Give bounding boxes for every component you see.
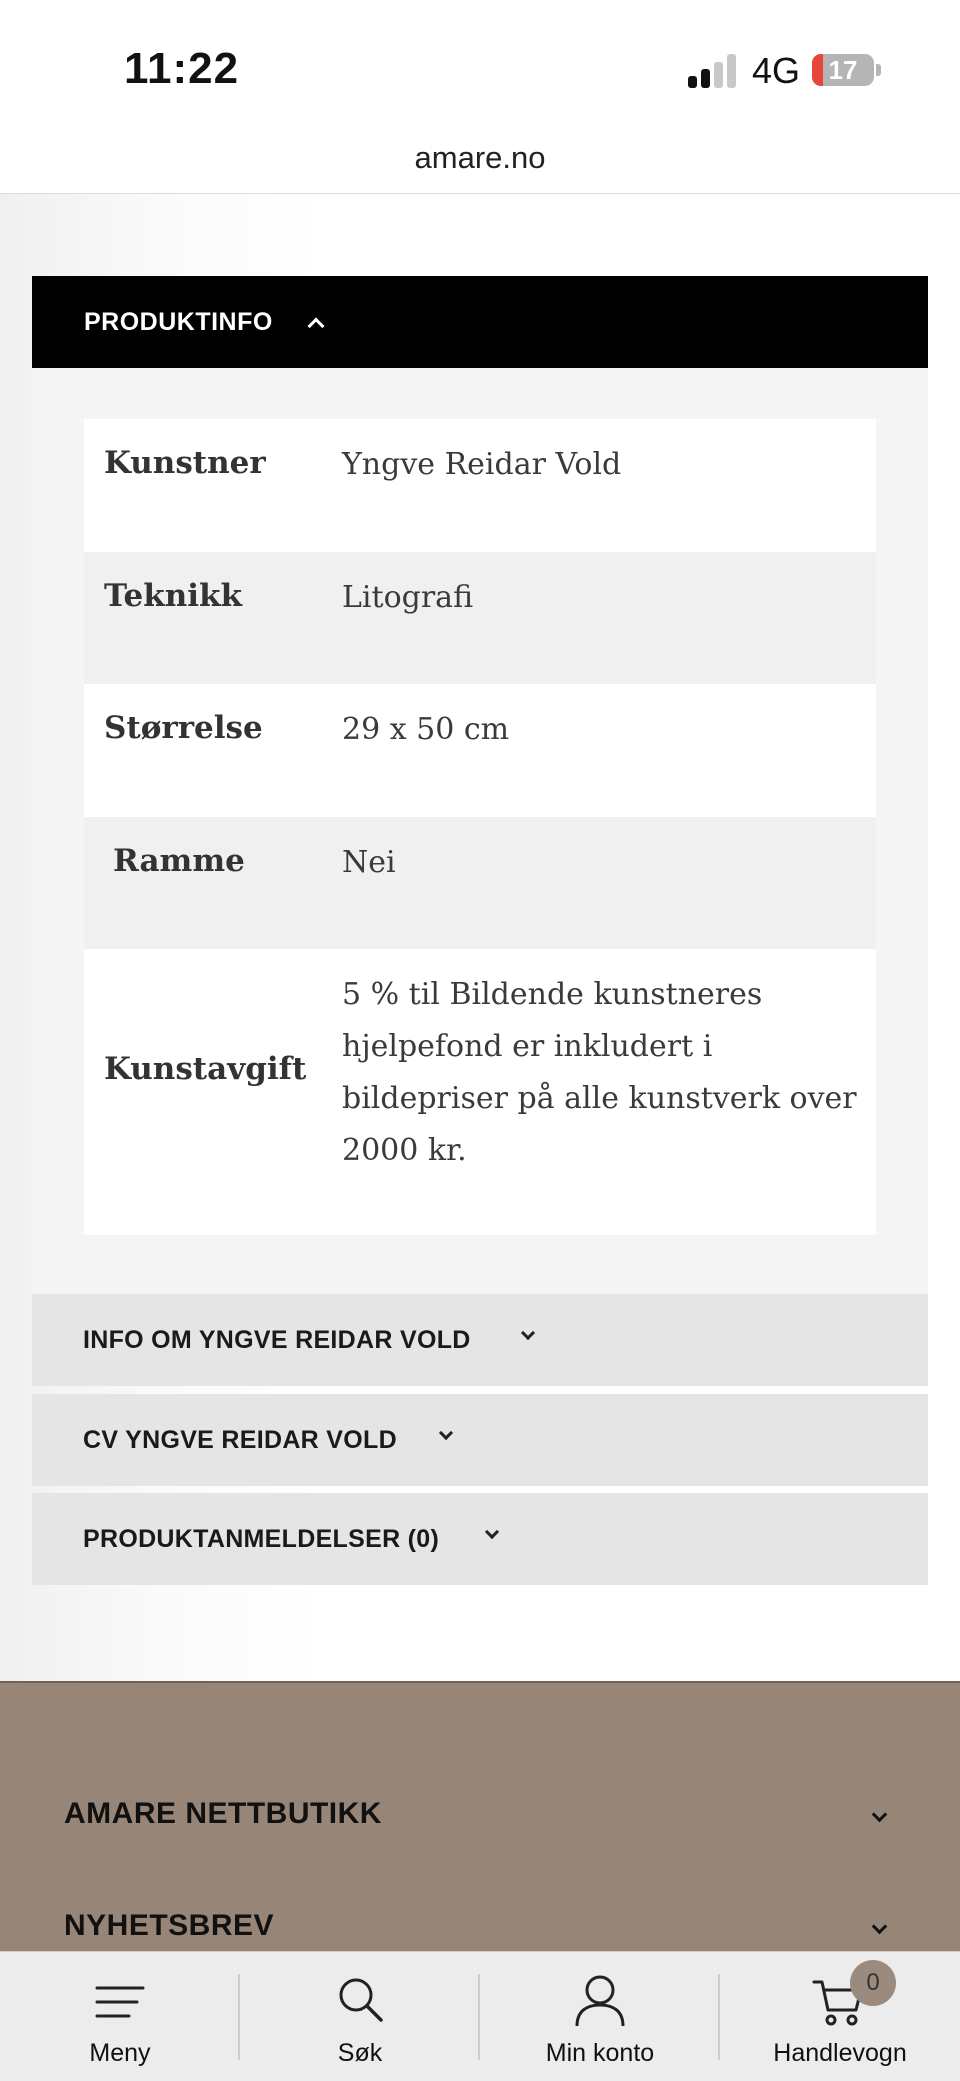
- footer-item-nyhetsbrev[interactable]: NYHETSBREV: [64, 1909, 275, 1942]
- tab-cart[interactable]: [720, 1952, 960, 2081]
- spec-key: Ramme: [113, 843, 245, 879]
- spec-value-line: hjelpefond er inkludert i: [342, 1029, 713, 1064]
- chevron-down-icon: [485, 1525, 499, 1539]
- status-time: 11:22: [124, 44, 240, 93]
- address-bar-url[interactable]: amare.no: [414, 140, 546, 175]
- tab-search[interactable]: [240, 1952, 480, 2081]
- spec-value: Litografi: [342, 580, 474, 615]
- spec-value-line: 2000 kr.: [342, 1133, 467, 1168]
- chevron-down-icon: [521, 1326, 535, 1340]
- spec-key: Teknikk: [104, 578, 242, 614]
- tab-label: Handlevogn: [773, 2039, 907, 2067]
- accordion-produktinfo-label: PRODUKTINFO: [84, 308, 273, 336]
- tab-label: Søk: [337, 2039, 383, 2067]
- chevron-up-icon: [308, 318, 325, 335]
- footer-item-amare-nettbutikk[interactable]: AMARE NETTBUTIKK: [64, 1797, 382, 1830]
- tab-label: Min konto: [545, 2039, 655, 2067]
- accordion-artist-cv[interactable]: [32, 1394, 928, 1486]
- spec-row-art-fee: [84, 949, 876, 1235]
- tab-account[interactable]: [480, 1952, 720, 2081]
- search-icon: [337, 1976, 385, 2024]
- spec-value-line: bildepriser på alle kunstverk over: [342, 1081, 857, 1116]
- accordion-label: CV YNGVE REIDAR VOLD: [83, 1426, 397, 1454]
- accordion-produktinfo-header[interactable]: [32, 276, 928, 368]
- user-icon: [574, 1974, 626, 2028]
- network-type: 4G: [752, 50, 801, 91]
- cart-count-badge: 0: [850, 1960, 896, 2006]
- tab-menu[interactable]: [0, 1952, 240, 2081]
- accordion-label: PRODUKTANMELDELSER (0): [83, 1525, 440, 1553]
- spec-key: Størrelse: [104, 710, 263, 746]
- tab-label: Meny: [89, 2039, 151, 2067]
- bottom-tab-bar: [0, 1951, 960, 2081]
- spec-value: Yngve Reidar Vold: [342, 447, 622, 482]
- spec-value: [342, 969, 862, 1177]
- accordion-product-reviews[interactable]: [32, 1493, 928, 1585]
- spec-row-size: [84, 684, 876, 817]
- chevron-down-icon: [439, 1426, 453, 1440]
- chevron-down-icon[interactable]: [872, 1807, 888, 1823]
- menu-icon: [95, 1982, 145, 2022]
- spec-row-frame: [84, 817, 876, 949]
- site-footer: [0, 1681, 960, 1951]
- accordion-artist-info[interactable]: [32, 1294, 928, 1386]
- spec-row-technique: [84, 552, 876, 684]
- battery-level: 17: [828, 55, 858, 85]
- spec-value: 29 x 50 cm: [342, 712, 510, 747]
- battery-icon: [812, 54, 874, 86]
- spec-value-line: 5 % til Bildende kunstneres: [342, 977, 763, 1012]
- product-spec-table: [84, 419, 876, 1235]
- spec-key: Kunstner: [104, 445, 266, 481]
- spec-key: Kunstavgift: [104, 1051, 307, 1087]
- spec-row-artist: [84, 419, 876, 552]
- signal-strength-icon: [688, 54, 738, 88]
- accordion-label: INFO OM YNGVE REIDAR VOLD: [83, 1326, 471, 1354]
- status-bar: [0, 0, 960, 135]
- chevron-down-icon[interactable]: [872, 1919, 888, 1935]
- spec-value: Nei: [342, 845, 396, 880]
